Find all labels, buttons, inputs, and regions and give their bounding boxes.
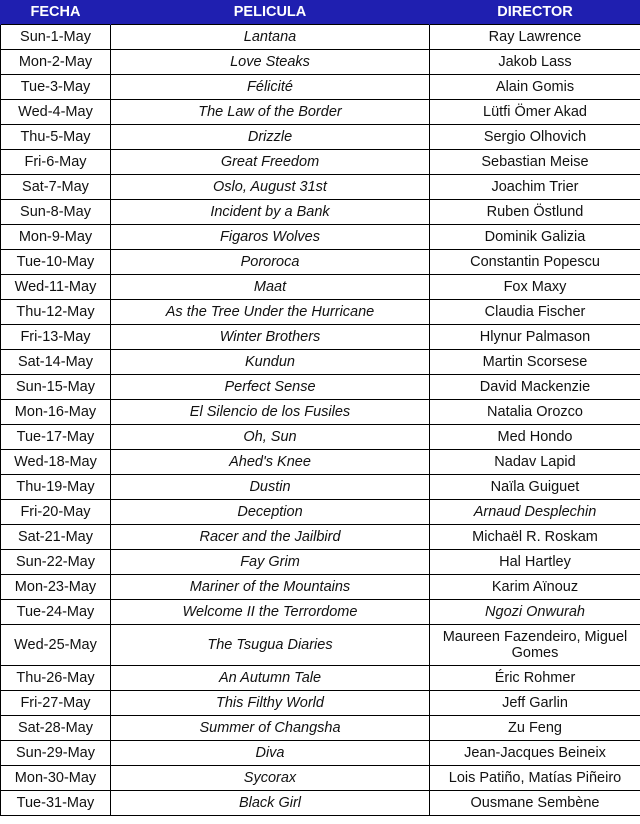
table-row [1, 400, 640, 425]
table-row [1, 325, 640, 350]
pelicula-cell: Winter Brothers [111, 325, 430, 350]
fecha-cell: Wed-18-May [1, 450, 111, 475]
table-row [1, 75, 640, 100]
table-row [1, 525, 640, 550]
director-cell: Lois Patiño, Matías Piñeiro [430, 766, 640, 791]
table-row [1, 50, 640, 75]
table-row [1, 716, 640, 741]
director-cell: Karim Aïnouz [430, 575, 640, 600]
table-row [1, 691, 640, 716]
fecha-cell: Thu-26-May [1, 666, 111, 691]
table-row [1, 625, 640, 666]
director-cell: Ousmane Sembène [430, 791, 640, 816]
table-body [1, 25, 640, 816]
pelicula-cell: Figaros Wolves [111, 225, 430, 250]
header-pelicula: PELICULA [111, 0, 430, 25]
table-row [1, 350, 640, 375]
fecha-cell: Sat-14-May [1, 350, 111, 375]
director-cell: Michaël R. Roskam [430, 525, 640, 550]
pelicula-cell: An Autumn Tale [111, 666, 430, 691]
table-row [1, 766, 640, 791]
director-cell: Jean-Jacques Beineix [430, 741, 640, 766]
director-cell: Maureen Fazendeiro, Miguel Gomes [430, 625, 640, 666]
table-row [1, 575, 640, 600]
fecha-cell: Mon-2-May [1, 50, 111, 75]
director-cell: David Mackenzie [430, 375, 640, 400]
pelicula-cell: Lantana [111, 25, 430, 50]
director-cell: Jeff Garlin [430, 691, 640, 716]
pelicula-cell: Deception [111, 500, 430, 525]
director-cell: Zu Feng [430, 716, 640, 741]
fecha-cell: Tue-17-May [1, 425, 111, 450]
director-cell: Fox Maxy [430, 275, 640, 300]
pelicula-cell: Racer and the Jailbird [111, 525, 430, 550]
pelicula-cell: Mariner of the Mountains [111, 575, 430, 600]
director-cell: Ray Lawrence [430, 25, 640, 50]
fecha-cell: Tue-31-May [1, 791, 111, 816]
pelicula-cell: The Tsugua Diaries [111, 625, 430, 666]
pelicula-cell: The Law of the Border [111, 100, 430, 125]
table-row [1, 275, 640, 300]
table-row [1, 225, 640, 250]
director-cell: Naïla Guiguet [430, 475, 640, 500]
table-row [1, 25, 640, 50]
fecha-cell: Mon-23-May [1, 575, 111, 600]
director-cell: Med Hondo [430, 425, 640, 450]
pelicula-cell: Oh, Sun [111, 425, 430, 450]
director-cell: Constantin Popescu [430, 250, 640, 275]
table-row [1, 375, 640, 400]
pelicula-cell: As the Tree Under the Hurricane [111, 300, 430, 325]
fecha-cell: Sun-15-May [1, 375, 111, 400]
table-row [1, 300, 640, 325]
director-cell: Claudia Fischer [430, 300, 640, 325]
header-fecha: FECHA [1, 0, 111, 25]
director-cell: Ruben Östlund [430, 200, 640, 225]
pelicula-cell: Félicité [111, 75, 430, 100]
pelicula-cell: Black Girl [111, 791, 430, 816]
fecha-cell: Sat-28-May [1, 716, 111, 741]
pelicula-cell: Ahed's Knee [111, 450, 430, 475]
table-row [1, 150, 640, 175]
table-row [1, 475, 640, 500]
pelicula-cell: Welcome II the Terrordome [111, 600, 430, 625]
pelicula-cell: Perfect Sense [111, 375, 430, 400]
director-cell: Sergio Olhovich [430, 125, 640, 150]
director-cell: Éric Rohmer [430, 666, 640, 691]
table-row [1, 100, 640, 125]
fecha-cell: Sat-7-May [1, 175, 111, 200]
table-row [1, 550, 640, 575]
director-cell: Joachim Trier [430, 175, 640, 200]
fecha-cell: Sun-22-May [1, 550, 111, 575]
table-header [1, 0, 640, 25]
table-row [1, 666, 640, 691]
director-cell: Hal Hartley [430, 550, 640, 575]
pelicula-cell: Great Freedom [111, 150, 430, 175]
table-row [1, 250, 640, 275]
pelicula-cell: El Silencio de los Fusiles [111, 400, 430, 425]
pelicula-cell: Kundun [111, 350, 430, 375]
pelicula-cell: Oslo, August 31st [111, 175, 430, 200]
pelicula-cell: Incident by a Bank [111, 200, 430, 225]
table-row [1, 200, 640, 225]
fecha-cell: Sat-21-May [1, 525, 111, 550]
fecha-cell: Thu-12-May [1, 300, 111, 325]
pelicula-cell: This Filthy World [111, 691, 430, 716]
table-row [1, 741, 640, 766]
fecha-cell: Wed-4-May [1, 100, 111, 125]
table-row [1, 500, 640, 525]
pelicula-cell: Drizzle [111, 125, 430, 150]
fecha-cell: Mon-30-May [1, 766, 111, 791]
director-cell: Martin Scorsese [430, 350, 640, 375]
table-row [1, 791, 640, 816]
director-cell: Alain Gomis [430, 75, 640, 100]
table-row [1, 175, 640, 200]
pelicula-cell: Summer of Changsha [111, 716, 430, 741]
fecha-cell: Fri-27-May [1, 691, 111, 716]
director-cell: Hlynur Palmason [430, 325, 640, 350]
header-row [1, 0, 640, 25]
table-row [1, 425, 640, 450]
pelicula-cell: Dustin [111, 475, 430, 500]
fecha-cell: Thu-19-May [1, 475, 111, 500]
director-cell: Natalia Orozco [430, 400, 640, 425]
director-cell: Dominik Galizia [430, 225, 640, 250]
pelicula-cell: Fay Grim [111, 550, 430, 575]
fecha-cell: Fri-13-May [1, 325, 111, 350]
pelicula-cell: Love Steaks [111, 50, 430, 75]
fecha-cell: Sun-1-May [1, 25, 111, 50]
director-cell: Ngozi Onwurah [430, 600, 640, 625]
header-director: DIRECTOR [430, 0, 640, 25]
director-cell: Arnaud Desplechin [430, 500, 640, 525]
fecha-cell: Mon-9-May [1, 225, 111, 250]
fecha-cell: Fri-20-May [1, 500, 111, 525]
pelicula-cell: Sycorax [111, 766, 430, 791]
table-row [1, 125, 640, 150]
table-row [1, 600, 640, 625]
pelicula-cell: Pororoca [111, 250, 430, 275]
fecha-cell: Wed-11-May [1, 275, 111, 300]
fecha-cell: Tue-24-May [1, 600, 111, 625]
pelicula-cell: Maat [111, 275, 430, 300]
fecha-cell: Mon-16-May [1, 400, 111, 425]
fecha-cell: Thu-5-May [1, 125, 111, 150]
director-cell: Lütfi Ömer Akad [430, 100, 640, 125]
director-cell: Nadav Lapid [430, 450, 640, 475]
fecha-cell: Fri-6-May [1, 150, 111, 175]
director-cell: Jakob Lass [430, 50, 640, 75]
fecha-cell: Sun-8-May [1, 200, 111, 225]
fecha-cell: Sun-29-May [1, 741, 111, 766]
fecha-cell: Tue-3-May [1, 75, 111, 100]
fecha-cell: Tue-10-May [1, 250, 111, 275]
pelicula-cell: Diva [111, 741, 430, 766]
fecha-cell: Wed-25-May [1, 625, 111, 666]
director-cell: Sebastian Meise [430, 150, 640, 175]
table-row [1, 450, 640, 475]
